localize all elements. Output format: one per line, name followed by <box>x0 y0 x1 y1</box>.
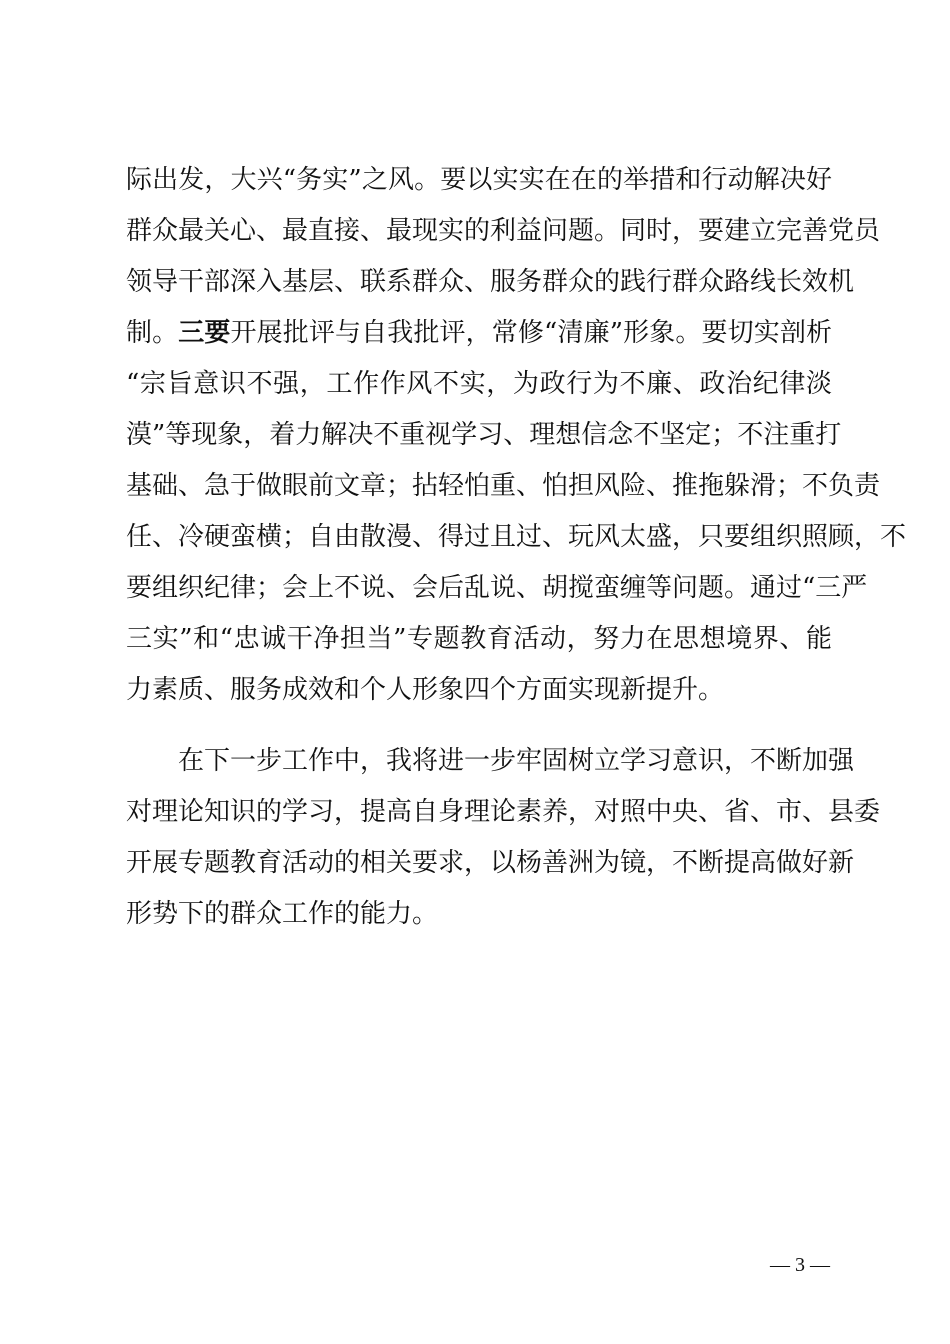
text-line: 对理论知识的学习，提高自身理论素养，对照中央、省、市、县委 <box>126 797 881 827</box>
text-line: 领导干部深入基层、联系群众、服务群众的践行群众路线长效机 <box>126 267 855 297</box>
text-segment: 开展批评与自我批评，常修“清廉”形象。要切实剖析 <box>230 318 832 348</box>
text-line: 三实”和“忠诚干净担当”专题教育活动，努力在思想境界、能 <box>126 624 832 654</box>
text-line: 任、冷硬蛮横；自由散漫、得过且过、玩风太盛，只要组织照顾，不 <box>126 522 907 552</box>
text-line-mixed <box>126 313 832 353</box>
text-line: 漠”等现象，着力解决不重视学习、理想信念不坚定；不注重打 <box>126 420 842 450</box>
text-line: 要组织纪律；会上不说、会后乱说、胡搅蛮缠等问题。通过“三严 <box>126 573 868 603</box>
text-line: 基础、急于做眼前文章；拈轻怕重、怕担风险、推拖躲滑；不负责 <box>126 471 881 501</box>
text-segment: 制。 <box>126 318 179 348</box>
bold-lead-text: 三要 <box>178 318 231 348</box>
text-line: 群众最关心、最直接、最现实的利益问题。同时，要建立完善党员 <box>126 216 881 246</box>
text-line: 在下一步工作中，我将进一步牢固树立学习意识，不断加强 <box>178 746 855 776</box>
text-line: 开展专题教育活动的相关要求，以杨善洲为镜，不断提高做好新 <box>126 848 855 878</box>
page-number: — 3 — <box>770 1254 830 1276</box>
text-line: 形势下的群众工作的能力。 <box>126 899 439 929</box>
text-line: 际出发，大兴“务实”之风。要以实实在在的举措和行动解决好 <box>126 165 832 195</box>
text-line: “宗旨意识不强，工作作风不实，为政行为不廉、政治纪律淡 <box>126 369 832 399</box>
text-line: 力素质、服务成效和个人形象四个方面实现新提升。 <box>126 675 725 705</box>
